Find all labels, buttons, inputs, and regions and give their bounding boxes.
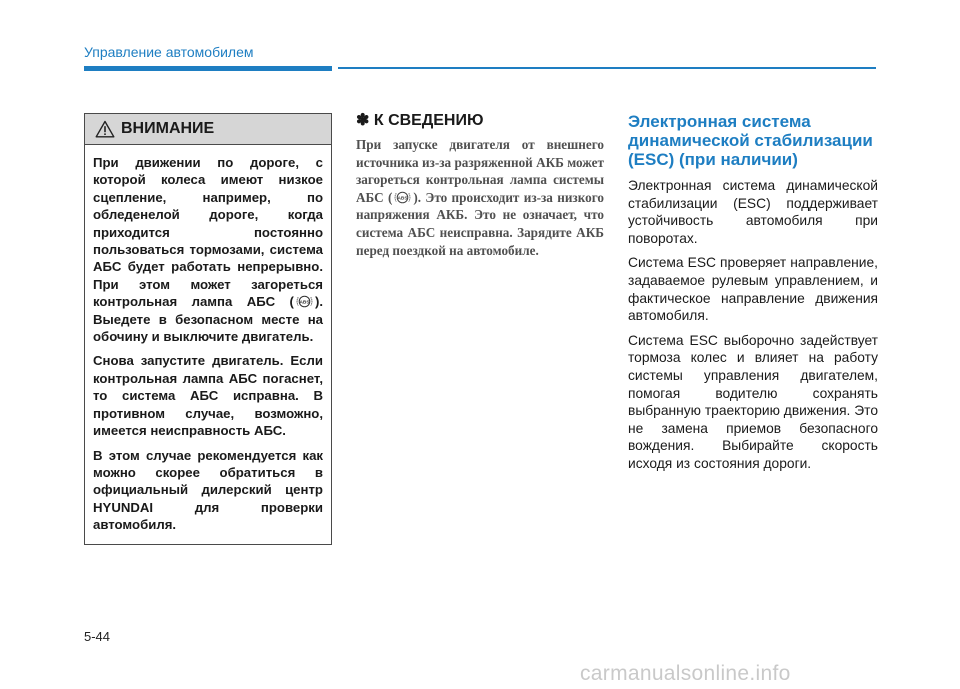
esc-body: [628, 177, 878, 473]
svg-text:ABS: ABS: [397, 196, 408, 202]
esc-paragraph-3: Система ESC выборочно задействует тормоза колес и влияет на работу системы управления двигателем, помогая водителю сохранять выбранную траекторию движения. Это не замена приемов безопасного вождения. Выбирайте скорость исходя из состояния дороги.: [628, 332, 878, 471]
warning-paragraph-2: Снова запустите двигатель. Если контрольная лампа АБС погаснет, то система АБС исправна. В противном случае, возможно, имеется неисправность АБС.: [93, 353, 323, 439]
esc-column: [628, 112, 878, 480]
abs-indicator-icon: [296, 293, 313, 310]
warning-text: При движении по дороге, с которой колеса имеют низкое сцепление, например, по обледенелой дороге, когда приходится постоянно пользоваться тормозами, система АБС будет работать непрерывно. При этом может загореться контрольная лампа АБС (: [93, 155, 323, 310]
warning-triangle-icon: [95, 120, 115, 138]
warning-body: [85, 145, 331, 534]
warning-text: ). Выедете в безопасном месте на обочину и выключите двигатель.: [93, 294, 323, 345]
esc-title: Электронная система динамической стабилизации (ESC) (при наличии): [628, 112, 873, 169]
header-rule-thick: [84, 66, 332, 71]
warning-paragraph-1: [93, 154, 323, 345]
esc-paragraph-1: Электронная система динамической стабилизации (ESC) поддерживает устойчивость автомобиля при поворотах.: [628, 178, 878, 246]
note-text: ). Это происходит из-за низкого напряжения АКБ. Это не означает, что система АБС неисправна. Зарядите АКБ перед поездкой на автомобиле.: [356, 189, 604, 258]
warning-paragraph-3: В этом случае рекомендуется как можно скорее обратиться в официальный дилерский центр HYUNDAI для проверки автомобиля.: [93, 447, 323, 533]
header-rule-thin: [338, 67, 876, 69]
abs-indicator-icon: [394, 189, 411, 206]
watermark: carmanualsonline.info: [580, 662, 791, 685]
page-number: 5-44: [84, 629, 111, 644]
section-title: Управление автомобилем: [84, 44, 254, 60]
note-paragraph: [356, 136, 604, 259]
warning-title: ВНИМАНИЕ: [121, 120, 215, 137]
svg-text:ABS: ABS: [299, 300, 310, 306]
warning-header: [85, 114, 331, 145]
note-title: ✽ К СВЕДЕНИЮ: [356, 112, 484, 129]
note-column: [356, 110, 604, 259]
note-text: При запуске двигателя от внешнего источника из-за разряженной АКБ может загореться контрольная лампа системы АБС (: [356, 137, 604, 205]
warning-box: [84, 113, 332, 545]
esc-paragraph-2: Система ESC проверяет направление, задаваемое рулевым управлением, и фактическое направление движения автомобиля.: [628, 255, 878, 324]
